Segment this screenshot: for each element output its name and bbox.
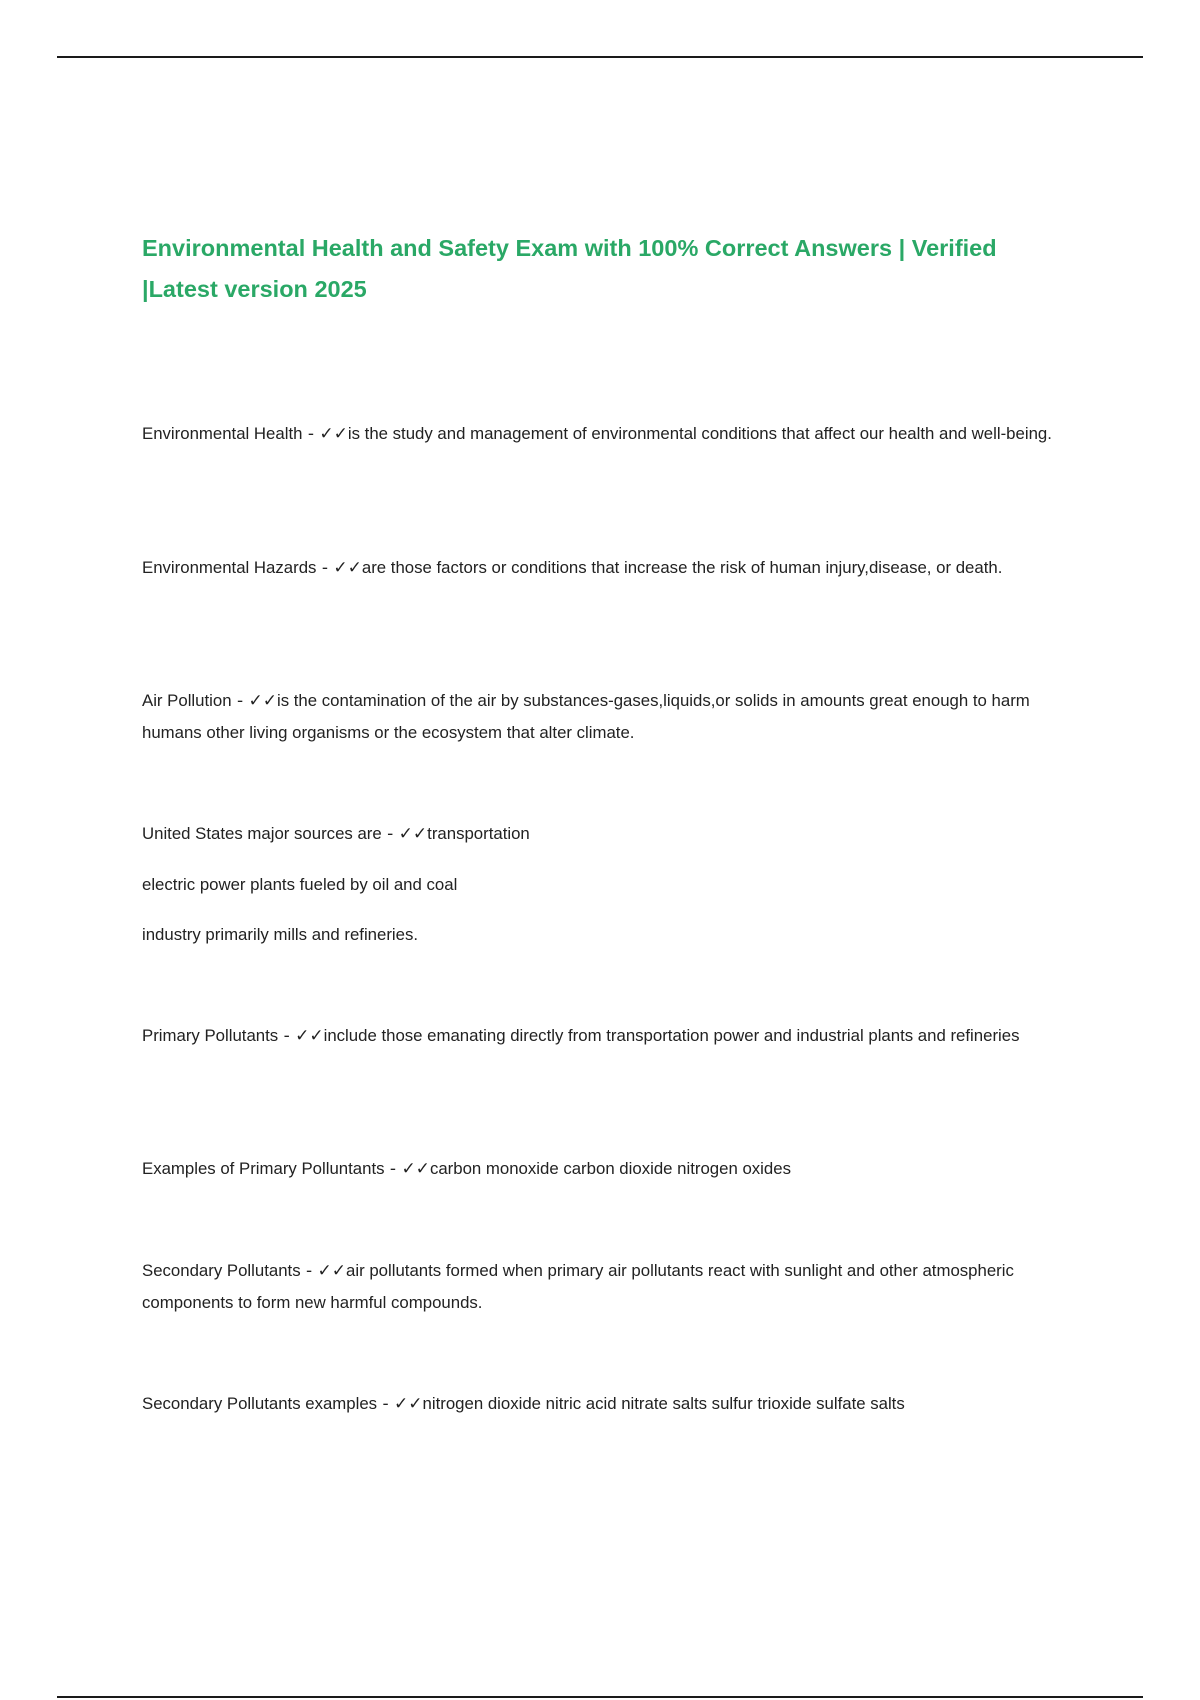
check-marks: - ✓✓ [381,824,428,844]
check-marks: - ✓✓ [377,1394,423,1414]
entry-primary-pollutants [142,1020,1062,1052]
check-marks: - ✓✓ [278,1026,324,1046]
entry-text [142,552,1062,584]
entry-definition: are those factors or conditions that increase the risk of human injury,disease, or death. [361,558,1003,577]
entry-air-pollution [142,685,1062,748]
entry-definition: is the study and management of environmental conditions that affect our health and well-being. [347,424,1052,443]
entry-text [142,685,1062,748]
document-title: Environmental Health and Safety Exam with 100% Correct Answers | Verified |Latest version 2025 [142,234,997,302]
entry-environmental-hazards [142,552,1062,584]
entry-examples-primary-pollutants [142,1153,1062,1185]
entry-secondary-pollutants [142,1255,1062,1318]
entry-text [142,818,1062,850]
entry-term: Primary Pollutants [142,1026,279,1045]
entry-term: Secondary Pollutants examples [142,1394,378,1413]
entry-definition: is the contamination of the air by substances-gases,liquids,or solids in amounts great enough to harm humans other living organisms or the ecosystem that alter climate. [142,691,1030,742]
entry-term: Environmental Hazards [142,558,317,577]
entry-term: Secondary Pollutants [142,1261,301,1280]
entry-definition: nitrogen dioxide nitric acid nitrate salts sulfur trioxide sulfate salts [422,1394,905,1413]
bottom-rule [57,1696,1143,1698]
entry-definition: transportation [427,824,530,843]
entry-definition: include those emanating directly from transportation power and industrial plants and refineries [323,1026,1020,1045]
entry-extra-line: electric power plants fueled by oil and coal [142,875,458,894]
entry-text [142,1388,1062,1420]
entry-text [142,418,1062,450]
check-marks: - ✓✓ [316,558,362,578]
entry-extra-line: industry primarily mills and refineries. [142,925,419,944]
check-marks: - ✓✓ [302,424,348,444]
entry-term: Examples of Primary Polluntants [142,1159,385,1178]
entry-definition: air pollutants formed when primary air pollutants react with sunlight and other atmospheric components to form new harmful compounds. [142,1261,1014,1312]
entry-text [142,1153,1062,1185]
entry-us-major-sources [142,818,1062,950]
entry-text [142,1255,1062,1318]
check-marks: - ✓✓ [384,1159,430,1179]
entry-term: Air Pollution [142,691,232,710]
entry-term: Environmental Health [142,424,303,443]
entry-text [142,1020,1062,1052]
entry-secondary-pollutants-examples [142,1388,1062,1420]
check-marks: - ✓✓ [300,1261,347,1281]
top-rule [57,56,1143,58]
check-marks: - ✓✓ [231,691,277,711]
entry-environmental-health [142,418,1062,450]
entry-definition: carbon monoxide carbon dioxide nitrogen oxides [429,1159,791,1178]
entry-term: United States major sources are [142,824,382,843]
